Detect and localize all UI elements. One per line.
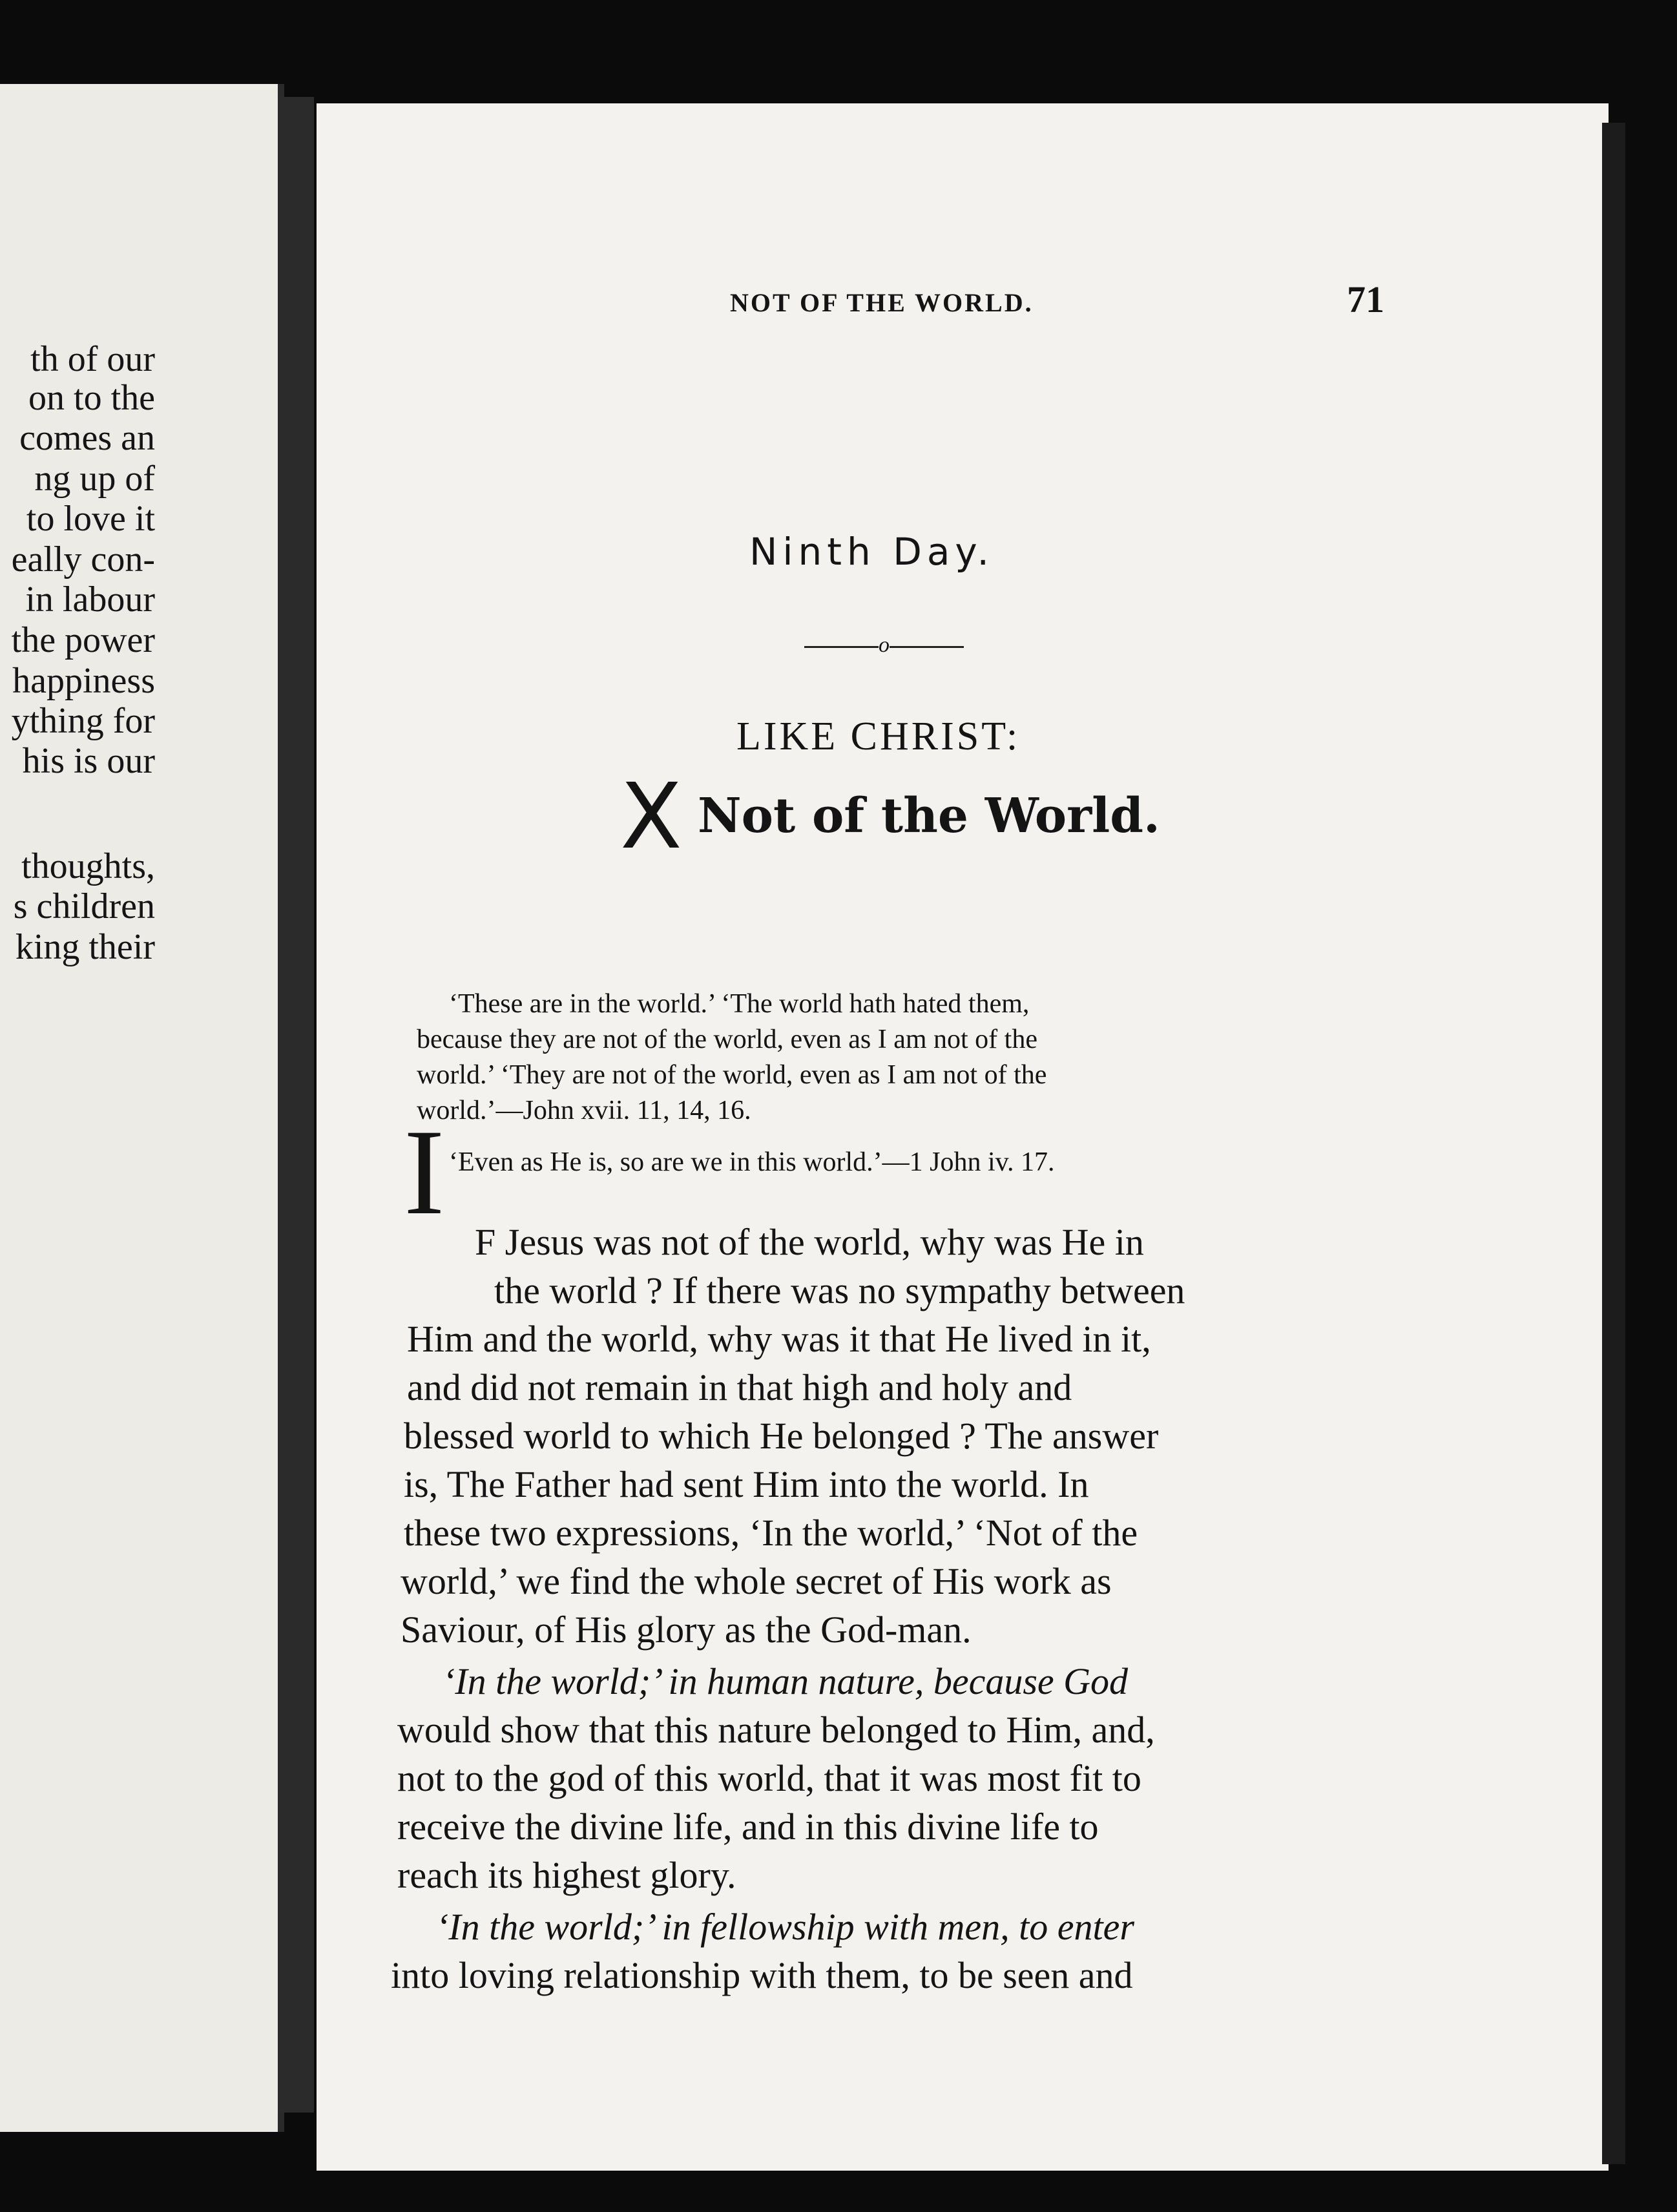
left-text-line: ng up of xyxy=(34,459,155,499)
left-text-line: eally con- xyxy=(11,539,155,579)
body-line: ‘In the world;’ in human nature, because God xyxy=(443,1660,1129,1702)
left-text-line: in labour xyxy=(25,579,155,620)
left-text-line: happiness xyxy=(12,661,155,701)
body-line: and did not remain in that high and holy and xyxy=(407,1366,1072,1408)
book-page xyxy=(317,103,1609,2171)
body-line: world,’ we find the whole secret of His work as xyxy=(401,1560,1112,1602)
page-number: 71 xyxy=(1347,278,1384,320)
body-line: into loving relationship with them, to be seen and xyxy=(391,1954,1133,1996)
body-line: reach its highest glory. xyxy=(397,1854,736,1896)
body-line: would show that this nature belonged to Him, and, xyxy=(397,1709,1155,1751)
chapter-subtitle: LIKE CHRIST: xyxy=(736,715,1021,758)
body-line: F Jesus was not of the world, why was He in xyxy=(475,1221,1144,1263)
body-line: Him and the world, why was it that He lived in it, xyxy=(407,1318,1151,1360)
body-line: is, The Father had sent Him into the world. In xyxy=(404,1463,1089,1505)
body-line: blessed world to which He belonged ? The answer xyxy=(404,1415,1159,1457)
body-line: ‘In the world;’ in fellowship with men, to enter xyxy=(436,1906,1134,1948)
left-text-line: th of our xyxy=(30,339,155,379)
epigraph-line: world.’—John xvii. 11, 14, 16. xyxy=(417,1096,751,1125)
epigraph-line: because they are not of the world, even as I am not of the xyxy=(417,1025,1037,1054)
left-text-line: comes an xyxy=(19,418,155,458)
body-line: Saviour, of His glory as the God-man. xyxy=(401,1609,972,1651)
chapter-title: Not of the World. xyxy=(698,788,1160,844)
previous-page xyxy=(0,84,284,2132)
running-head: NOT OF THE WORLD. xyxy=(730,288,1034,317)
left-text-line: ything for xyxy=(11,701,155,741)
left-text-line: to love it xyxy=(26,499,155,539)
divider-glyph: o xyxy=(879,633,890,657)
left-text-line: king their xyxy=(15,927,155,967)
handwritten-x-mark: X xyxy=(620,764,682,870)
left-text-line: the power xyxy=(11,620,155,660)
page-edge xyxy=(1602,123,1625,2164)
epigraph-line: ‘These are in the world.’ ‘The world hath hated them, xyxy=(449,989,1030,1019)
body-line: the world ? If there was no sympathy between xyxy=(494,1269,1185,1311)
left-text-line: thoughts, xyxy=(21,846,155,886)
ornament-divider xyxy=(804,633,964,658)
left-text-line: on to the xyxy=(28,378,155,418)
divider-rule xyxy=(804,646,879,648)
divider-rule xyxy=(890,646,964,648)
epigraph-line: world.’ ‘They are not of the world, even as I am not of the xyxy=(417,1060,1047,1090)
book-gutter xyxy=(278,97,314,2113)
left-text-line: s children xyxy=(13,886,155,926)
drop-cap: I xyxy=(404,1105,445,1240)
epigraph-citation: ‘Even as He is, so are we in this world.’—1 John iv. 17. xyxy=(449,1147,1055,1177)
body-line: not to the god of this world, that it was most fit to xyxy=(397,1757,1141,1799)
left-text-line: his is our xyxy=(22,741,155,781)
body-line: receive the divine life, and in this divine life to xyxy=(397,1806,1099,1848)
body-line: these two expressions, ‘In the world,’ ‘Not of the xyxy=(404,1512,1138,1554)
chapter-heading: Ninth Day. xyxy=(749,530,994,574)
